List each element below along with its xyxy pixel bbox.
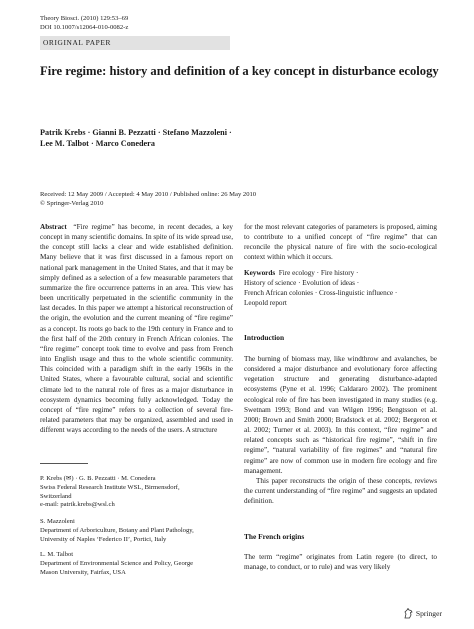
introduction-heading: Introduction xyxy=(244,333,285,342)
affiliation-3 xyxy=(40,551,233,577)
affiliation-line: L. M. Talbot xyxy=(40,551,74,558)
journal-reference xyxy=(40,14,128,32)
abstract-continuation xyxy=(244,222,437,263)
keyword-line: Leopold report xyxy=(244,299,287,308)
authors-line-1: Patrik Krebs · Gianni B. Pezzatti · Stefano Mazzoleni · xyxy=(40,128,232,137)
article-type-banner: ORIGINAL PAPER xyxy=(40,36,230,50)
affiliation-line: University of Naples ‘Federico II’, Portici, Italy xyxy=(40,535,167,543)
keyword-line: Fire ecology · Fire history · xyxy=(278,269,359,277)
affiliation-line: S. Mazzoleni xyxy=(40,518,75,525)
affiliation-line: Department of Arboriculture, Botany and Plant Pathology, xyxy=(40,526,194,534)
copyright: © Springer-Verlag 2010 xyxy=(40,200,104,207)
affiliation-2 xyxy=(40,518,233,544)
abstract-continuation-text: for the most relevant categories of parameters is proposed, aiming to contribute to a unified concept of “fire regime” that can reconcile the physical nature of fire with the socio-ecological context within which it occurs. xyxy=(244,223,437,262)
french-origins-body xyxy=(244,552,437,572)
keywords-block xyxy=(244,268,437,309)
paper-title: Fire regime: history and definition of a key concept in disturbance ecology xyxy=(40,64,439,78)
springer-horse-icon xyxy=(404,608,413,619)
introduction-body xyxy=(244,354,437,506)
publication-history xyxy=(40,190,440,208)
abstract-label: Abstract xyxy=(40,223,67,231)
french-origins-heading: The French origins xyxy=(244,532,305,541)
affiliation-line: Swiss Federal Research Institute WSL, Birmensdorf, xyxy=(40,483,180,491)
affiliation-line: Mason University, Fairfax, USA xyxy=(40,568,126,576)
abstract-text: “Fire regime” has become, in recent decades, a key concept in many scientific domains. In spite of its wide spread use, the concept still lacks a clear and wide established definition. Many believe that it was first discussed in a famous report on national park management in the United States, and that it may be simply defined as a selection of a few measurable parameters that summarize the fire occurrence patterns in an area. This view has been uncritically perpetuated in the scientific community in the last decades. In this paper we attempt a historical reconstruction of the origin, the evolution and the current meaning of “fire regime” as a concept. Its roots go back to the 19th century in France and to the first half of the 20th century in French African colonies. The “fire regime” concept took time to evolve and pass from French into English usage and thus to the whole scientific community. This coincided with a paradigm shift in the early 1960s in the United States, where a favourable cultural, social and scientific climate led to the natural role of fires as a major disturbance in ecosystem dynamics becoming fully acknowledged. Today the concept of “fire regime” refers to a collection of several fire-related parameters that may be organized, assembled and used in different ways according to the needs of the users. A structure xyxy=(40,223,233,435)
keyword-line: French African colonies · Cross-linguistic influence · xyxy=(244,289,398,298)
doi-line: DOI 10.1007/s12064-010-0082-z xyxy=(40,24,129,31)
french-origins-paragraph: The term “regime” originates from Latin regere (to direct, to manage, to conduct, or to rule) and was very likely xyxy=(244,553,437,572)
affiliation-line: Department of Environmental Science and Policy, George xyxy=(40,559,194,567)
affiliation-1 xyxy=(40,475,233,510)
footnote-rule xyxy=(40,463,88,464)
author-list xyxy=(40,127,440,149)
received-dates: Received: 12 May 2009 / Accepted: 4 May 2010 / Published online: 26 May 2010 xyxy=(40,191,257,198)
introduction-paragraph-2: This paper reconstructs the origin of these concepts, reviews the current understanding of “fire regime” and suggests an updated definition. xyxy=(244,476,437,506)
authors-line-2: Lee M. Talbot · Marco Conedera xyxy=(40,139,155,148)
keyword-line: History of science · Evolution of ideas · xyxy=(244,279,360,288)
publisher-logo xyxy=(404,608,442,619)
affiliation-line: Switzerland xyxy=(40,492,72,500)
keywords-label: Keywords xyxy=(244,269,276,277)
affiliation-email: e-mail: patrik.krebs@wsl.ch xyxy=(40,501,115,509)
introduction-paragraph-1: The burning of biomass may, like windthrow and avalanches, be considered a major disturbance and evolutionary force affecting vegetation structure and generating disturbance-adapted ecosystems (Pyne et al. 1996; Caldararo 2002). The prominent ecological role of fire has been investigated in many studies (e.g. Swetnam 1993; Bond and van Wilgen 1996; Bengtsson et al. 2000; Brown and Smith 2000; Bradstock et al. 2002; Bergeron et al. 2002; Turner et al. 2003). In this context, “fire regime” and related concepts such as “historical fire regime”, “shift in fire regime”, “natural variability of fire regimes” and “natural fire regime” are now of common use in modern fire ecology and fire management. xyxy=(244,355,437,475)
journal-line: Theory Biosci. (2010) 129:53–69 xyxy=(40,15,129,22)
publisher-name: Springer xyxy=(415,609,442,618)
affiliation-line: P. Krebs (✉) · G. B. Pezzatti · M. Conedera xyxy=(40,475,156,482)
abstract-block xyxy=(40,222,233,435)
